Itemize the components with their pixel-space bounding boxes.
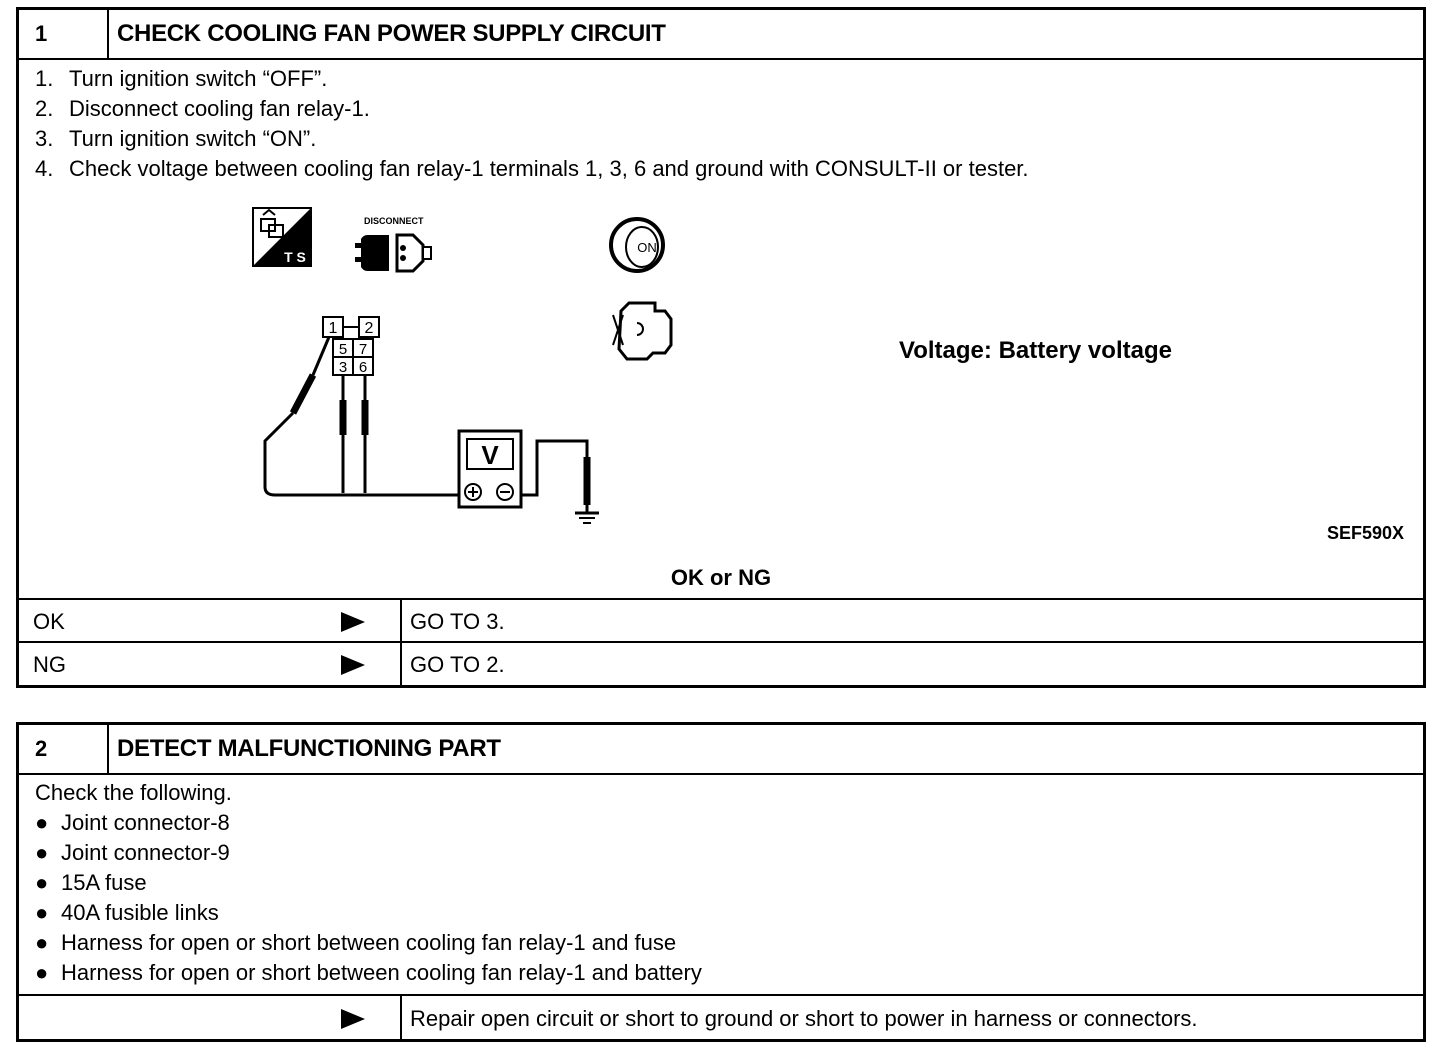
- instruction-3: [35, 126, 316, 152]
- result-row-ok: [19, 598, 1423, 643]
- terminal-6: 6: [358, 359, 368, 376]
- instruction-4-text: Check voltage between cooling fan relay-1 terminals 1, 3, 6 and ground with CONSULT-II or tester.: [69, 156, 1029, 181]
- terminal-3: 3: [338, 359, 348, 376]
- disconnect-connector-icon: [355, 216, 431, 271]
- bullet-icon: ●: [35, 840, 49, 865]
- voltage-spec: Voltage: Battery voltage: [899, 337, 1172, 364]
- check-item-1: ● Joint connector-8: [35, 810, 230, 835]
- check-item-4: ● 40A fusible links: [35, 900, 219, 925]
- ignition-on-icon: [611, 219, 663, 271]
- terminal-7: 7: [358, 341, 368, 358]
- tool-label: T S: [284, 249, 306, 265]
- instruction-4: [35, 156, 1029, 182]
- instruction-1: [35, 66, 327, 92]
- bullet-icon: ●: [35, 960, 49, 985]
- instruction-2-num: 2.: [35, 96, 54, 121]
- result-row-ng: [19, 641, 1423, 686]
- tester-tool-icon: [253, 208, 311, 266]
- check-item-6: ● Harness for open or short between cooling fan relay-1 and battery: [35, 960, 702, 985]
- step-2-box: [16, 722, 1426, 1042]
- step-2-action: Repair open circuit or short to ground or short to power in harness or connectors.: [410, 1006, 1198, 1031]
- arrow-right-icon: [341, 1009, 365, 1029]
- ok-or-ng-label: OK or NG: [670, 565, 772, 590]
- step-1-box: [16, 7, 1426, 688]
- step-2-title: DETECT MALFUNCTIONING PART: [117, 735, 501, 762]
- instruction-1-num: 1.: [35, 66, 54, 91]
- probe-wires: [265, 337, 599, 523]
- arrow-right-icon: [341, 655, 365, 675]
- result-ok-label: OK: [33, 609, 65, 634]
- check-item-3: ● 15A fuse: [35, 870, 147, 895]
- check-intro: Check the following.: [35, 780, 232, 805]
- bullet-icon: ●: [35, 930, 49, 955]
- instruction-2-text: Disconnect cooling fan relay-1.: [69, 96, 370, 121]
- result-ng-label: NG: [33, 652, 66, 677]
- result-ng-action: GO TO 2.: [410, 652, 505, 677]
- terminal-1: 1: [328, 320, 338, 337]
- step-2-action-row: [19, 994, 1423, 1041]
- bullet-icon: ●: [35, 900, 49, 925]
- bullet-icon: ●: [35, 810, 49, 835]
- step-1-title: CHECK COOLING FAN POWER SUPPLY CIRCUIT: [117, 20, 666, 47]
- bullet-icon: ●: [35, 870, 49, 895]
- on-label: ON: [637, 240, 657, 255]
- relay-connector: [323, 317, 379, 376]
- voltage-check-diagram: [249, 205, 699, 525]
- instruction-3-num: 3.: [35, 126, 54, 151]
- step-1-header: [19, 10, 1423, 60]
- result-ok-action: GO TO 3.: [410, 609, 505, 634]
- disconnect-label: DISCONNECT: [364, 216, 424, 226]
- terminal-5: 5: [338, 341, 348, 358]
- check-item-2: ● Joint connector-9: [35, 840, 230, 865]
- voltmeter: [459, 431, 521, 507]
- check-item-5: ● Harness for open or short between cooling fan relay-1 and fuse: [35, 930, 677, 955]
- arrow-right-icon: [341, 612, 365, 632]
- instruction-3-text: Turn ignition switch “ON”.: [69, 126, 317, 151]
- step-2-header: [19, 725, 1423, 775]
- meter-label: V: [481, 440, 499, 470]
- instruction-1-text: Turn ignition switch “OFF”.: [69, 66, 328, 91]
- engine-icon: [613, 303, 671, 359]
- step-2-number: 2: [19, 725, 109, 773]
- instruction-4-num: 4.: [35, 156, 54, 181]
- figure-code: SEF590X: [1327, 523, 1405, 543]
- step-1-number: 1: [19, 10, 109, 58]
- instruction-2: [35, 96, 370, 122]
- terminal-2: 2: [364, 320, 374, 337]
